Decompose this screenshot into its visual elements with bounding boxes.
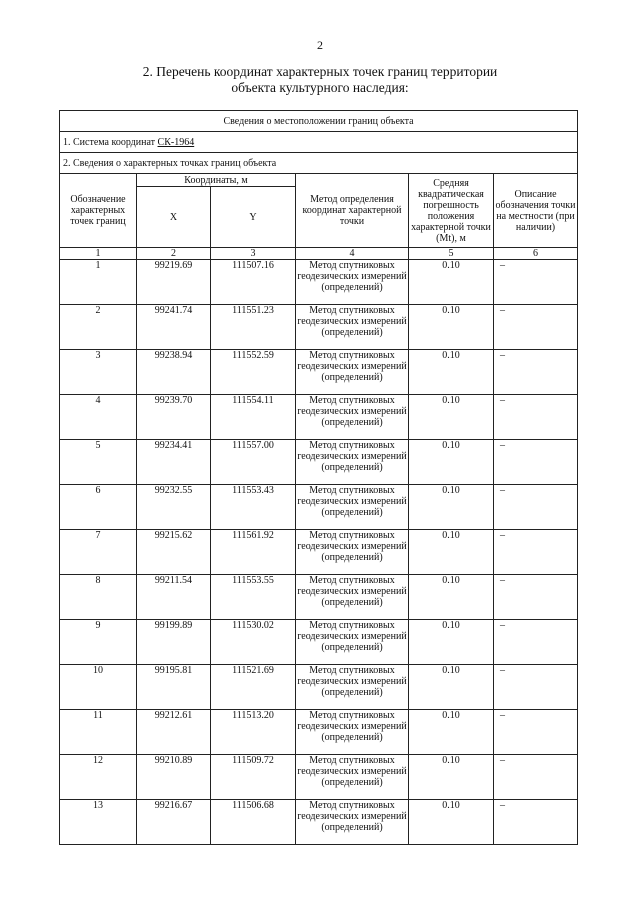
column-number: 5 bbox=[409, 248, 494, 260]
description-cell: – bbox=[494, 485, 578, 530]
accuracy-cell: 0.10 bbox=[409, 710, 494, 755]
header-accuracy: Средняя квадратическая погрешность положения характерной точки (Mt), м bbox=[409, 174, 494, 248]
description-cell: – bbox=[494, 800, 578, 845]
table-row bbox=[60, 305, 578, 350]
description-cell: – bbox=[494, 575, 578, 620]
point-number-cell: 10 bbox=[60, 665, 137, 710]
y-coordinate-cell: 111513.20 bbox=[211, 710, 296, 755]
method-cell: Метод спутниковых геодезических измерений (определений) bbox=[296, 260, 409, 305]
point-number-cell: 13 bbox=[60, 800, 137, 845]
y-coordinate-cell: 111553.55 bbox=[211, 575, 296, 620]
description-cell: – bbox=[494, 530, 578, 575]
y-coordinate-cell: 111553.43 bbox=[211, 485, 296, 530]
x-coordinate-cell: 99232.55 bbox=[137, 485, 211, 530]
x-coordinate-cell: 99219.69 bbox=[137, 260, 211, 305]
x-coordinate-cell: 99234.41 bbox=[137, 440, 211, 485]
title-line-1: 2. Перечень координат характерных точек границ территории bbox=[142, 64, 498, 79]
method-cell: Метод спутниковых геодезических измерений (определений) bbox=[296, 485, 409, 530]
x-coordinate-cell: 99216.67 bbox=[137, 800, 211, 845]
table-row bbox=[60, 800, 578, 845]
header-y: Y bbox=[211, 187, 296, 248]
method-cell: Метод спутниковых геодезических измерений (определений) bbox=[296, 710, 409, 755]
point-number-cell: 3 bbox=[60, 350, 137, 395]
accuracy-cell: 0.10 bbox=[409, 485, 494, 530]
description-cell: – bbox=[494, 260, 578, 305]
point-number-cell: 12 bbox=[60, 755, 137, 800]
y-coordinate-cell: 111561.92 bbox=[211, 530, 296, 575]
column-number: 4 bbox=[296, 248, 409, 260]
y-coordinate-cell: 111521.69 bbox=[211, 665, 296, 710]
x-coordinate-cell: 99195.81 bbox=[137, 665, 211, 710]
coordinate-system-cell bbox=[60, 132, 578, 153]
header-method: Метод определения координат характерной точки bbox=[296, 174, 409, 248]
y-coordinate-cell: 111506.68 bbox=[211, 800, 296, 845]
column-number: 2 bbox=[137, 248, 211, 260]
point-number-cell: 4 bbox=[60, 395, 137, 440]
x-coordinate-cell: 99199.89 bbox=[137, 620, 211, 665]
description-cell: – bbox=[494, 665, 578, 710]
page-number: 2 bbox=[317, 38, 323, 52]
coordinate-system-label: 1. Система координат bbox=[63, 136, 156, 148]
table-row bbox=[60, 755, 578, 800]
x-coordinate-cell: 99238.94 bbox=[137, 350, 211, 395]
y-coordinate-cell: 111507.16 bbox=[211, 260, 296, 305]
description-cell: – bbox=[494, 620, 578, 665]
description-cell: – bbox=[494, 350, 578, 395]
point-number-cell: 9 bbox=[60, 620, 137, 665]
accuracy-cell: 0.10 bbox=[409, 440, 494, 485]
y-coordinate-cell: 111551.23 bbox=[211, 305, 296, 350]
table-row bbox=[60, 440, 578, 485]
table-row bbox=[60, 260, 578, 305]
document-title bbox=[100, 64, 540, 96]
table-row bbox=[60, 485, 578, 530]
accuracy-cell: 0.10 bbox=[409, 665, 494, 710]
column-number-row bbox=[60, 248, 578, 260]
x-coordinate-cell: 99211.54 bbox=[137, 575, 211, 620]
method-cell: Метод спутниковых геодезических измерений (определений) bbox=[296, 620, 409, 665]
y-coordinate-cell: 111530.02 bbox=[211, 620, 296, 665]
accuracy-cell: 0.10 bbox=[409, 530, 494, 575]
point-number-cell: 6 bbox=[60, 485, 137, 530]
y-coordinate-cell: 111509.72 bbox=[211, 755, 296, 800]
method-cell: Метод спутниковых геодезических измерений (определений) bbox=[296, 350, 409, 395]
table-row bbox=[60, 350, 578, 395]
description-cell: – bbox=[494, 305, 578, 350]
column-number: 6 bbox=[494, 248, 578, 260]
method-cell: Метод спутниковых геодезических измерений (определений) bbox=[296, 395, 409, 440]
x-coordinate-cell: 99210.89 bbox=[137, 755, 211, 800]
table-row bbox=[60, 530, 578, 575]
table-row bbox=[60, 395, 578, 440]
accuracy-cell: 0.10 bbox=[409, 755, 494, 800]
x-coordinate-cell: 99241.74 bbox=[137, 305, 211, 350]
table-heading: Сведения о местоположении границ объекта bbox=[60, 111, 578, 132]
header-coordinates: Координаты, м bbox=[137, 174, 296, 187]
column-number: 1 bbox=[60, 248, 137, 260]
accuracy-cell: 0.10 bbox=[409, 260, 494, 305]
method-cell: Метод спутниковых геодезических измерений (определений) bbox=[296, 305, 409, 350]
accuracy-cell: 0.10 bbox=[409, 305, 494, 350]
accuracy-cell: 0.10 bbox=[409, 395, 494, 440]
column-number: 3 bbox=[211, 248, 296, 260]
method-cell: Метод спутниковых геодезических измерений (определений) bbox=[296, 530, 409, 575]
title-line-2: объекта культурного наследия: bbox=[231, 80, 409, 95]
accuracy-cell: 0.10 bbox=[409, 575, 494, 620]
header-description: Описание обозначения точки на местности (при наличии) bbox=[494, 174, 578, 248]
y-coordinate-cell: 111554.11 bbox=[211, 395, 296, 440]
points-section-heading: 2. Сведения о характерных точках границ объекта bbox=[60, 153, 578, 174]
table-row bbox=[60, 665, 578, 710]
point-number-cell: 11 bbox=[60, 710, 137, 755]
point-number-cell: 8 bbox=[60, 575, 137, 620]
coordinate-system-value: СК-1964 bbox=[157, 136, 195, 148]
point-number-cell: 7 bbox=[60, 530, 137, 575]
table-row bbox=[60, 620, 578, 665]
method-cell: Метод спутниковых геодезических измерений (определений) bbox=[296, 755, 409, 800]
accuracy-cell: 0.10 bbox=[409, 800, 494, 845]
description-cell: – bbox=[494, 440, 578, 485]
header-designation: Обозначение характерных точек границ bbox=[60, 174, 137, 248]
coordinates-table bbox=[59, 110, 578, 845]
method-cell: Метод спутниковых геодезических измерений (определений) bbox=[296, 800, 409, 845]
point-number-cell: 2 bbox=[60, 305, 137, 350]
x-coordinate-cell: 99215.62 bbox=[137, 530, 211, 575]
accuracy-cell: 0.10 bbox=[409, 620, 494, 665]
x-coordinate-cell: 99239.70 bbox=[137, 395, 211, 440]
table-row bbox=[60, 575, 578, 620]
description-cell: – bbox=[494, 395, 578, 440]
point-number-cell: 1 bbox=[60, 260, 137, 305]
method-cell: Метод спутниковых геодезических измерений (определений) bbox=[296, 665, 409, 710]
x-coordinate-cell: 99212.61 bbox=[137, 710, 211, 755]
description-cell: – bbox=[494, 710, 578, 755]
header-x: X bbox=[137, 187, 211, 248]
method-cell: Метод спутниковых геодезических измерений (определений) bbox=[296, 440, 409, 485]
accuracy-cell: 0.10 bbox=[409, 350, 494, 395]
description-cell: – bbox=[494, 755, 578, 800]
method-cell: Метод спутниковых геодезических измерений (определений) bbox=[296, 575, 409, 620]
point-number-cell: 5 bbox=[60, 440, 137, 485]
y-coordinate-cell: 111552.59 bbox=[211, 350, 296, 395]
y-coordinate-cell: 111557.00 bbox=[211, 440, 296, 485]
table-row bbox=[60, 710, 578, 755]
